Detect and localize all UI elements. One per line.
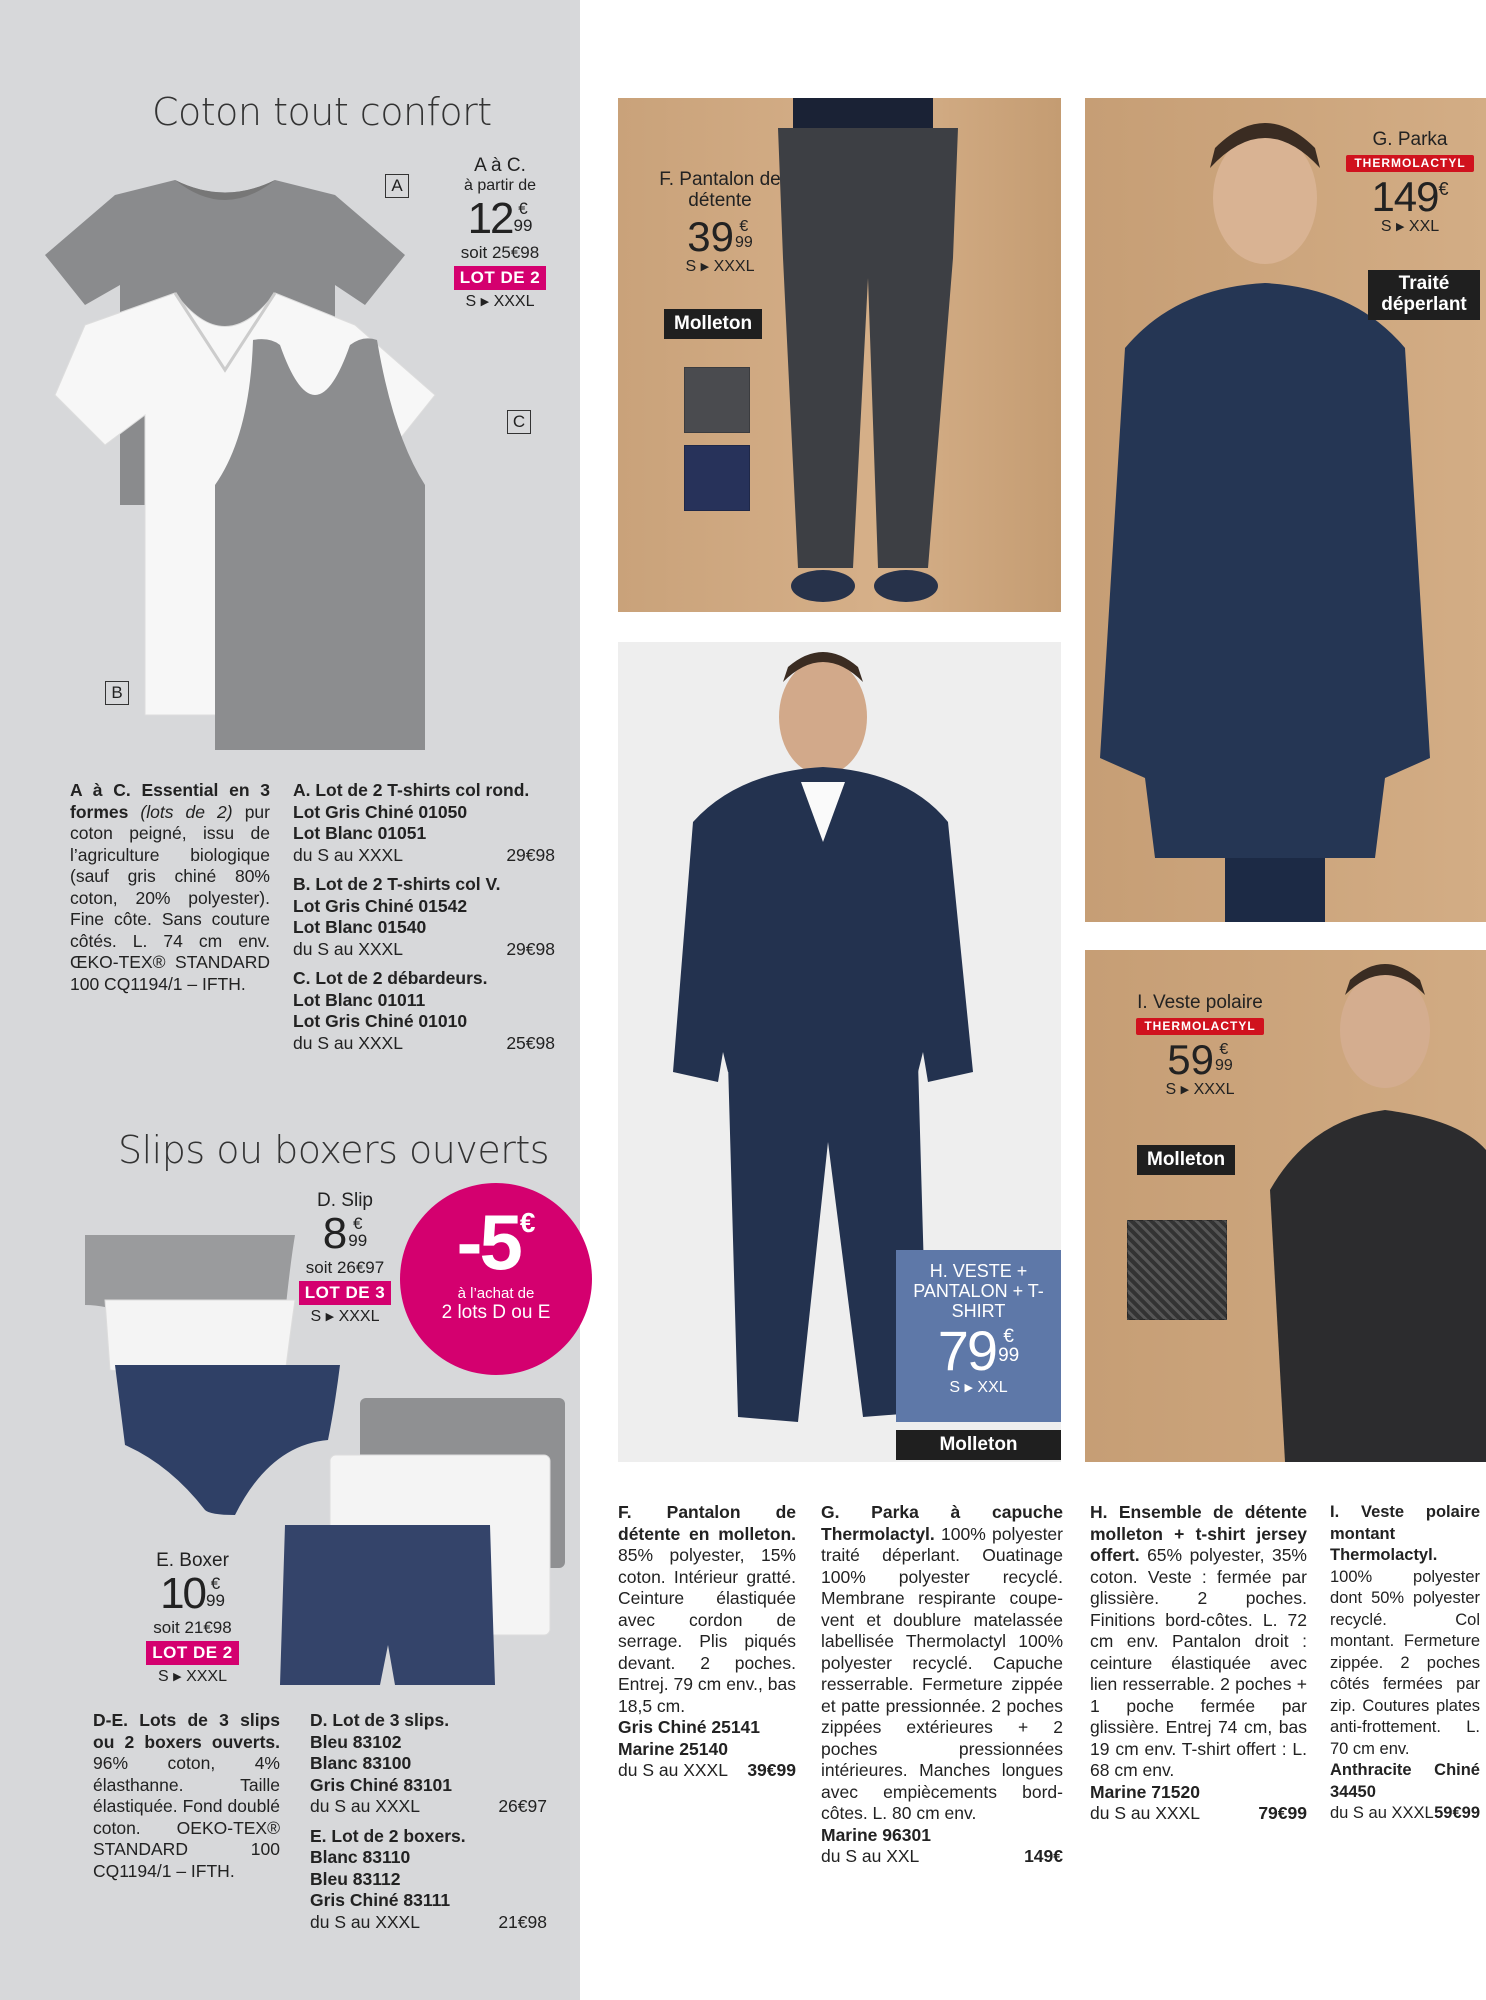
label-a: A (385, 174, 409, 198)
h-price-tag (896, 1250, 1061, 1422)
promo-circle: -5 € à l’achat de 2 lots D ou E (400, 1183, 592, 1375)
f-description: F. Pantalon de détente en molleton. 85% polyester, 15% coton. Intérieur gratté. Ceinture élastiquée avec cordon de serrage. Plis piqués devant. 2 poches. Entrej. 79 cm env., bas 18,5 cm. Gris Chiné 25141 Marine 25140 du S au XXXL 39€99 (618, 1502, 796, 1780)
ac-desc-title: A à C. Essential en 3 formes (70, 780, 270, 822)
e-label: E. Boxer (156, 1550, 229, 1571)
ac-items-list (293, 780, 555, 1054)
g-thermo-badge: THERMOLACTYL (1346, 155, 1473, 172)
f-molleton-badge: Molleton (664, 309, 762, 339)
item-b: B. Lot de 2 T-shirts col V. Lot Gris Chiné 01542 Lot Blanc 01540 du S au XXXL 29€98 (293, 874, 555, 959)
e-lot-badge: LOT DE 2 (146, 1641, 239, 1665)
ac-price-cur: € (518, 199, 528, 218)
e-soit: soit 21€98 (153, 1618, 232, 1637)
d-soit: soit 26€97 (305, 1258, 385, 1277)
boxer-navy (280, 1525, 495, 1685)
item-b-price: 29€98 (506, 938, 555, 959)
f-price: 39 € 99 (687, 212, 753, 260)
i-label: I. Veste polaire (1137, 992, 1263, 1013)
h-molleton-badge: Molleton (896, 1430, 1061, 1460)
ac-price-cents: 99 (513, 216, 533, 235)
section-title-coton: Coton tout confort (152, 90, 492, 134)
g-sizes: S ▶ XXL (1380, 218, 1440, 236)
h-description: H. Ensemble de détente molleton + t-shirt jersey offert. 65% polyester, 35% coton. Veste : fermée par glissière. 2 poches. Finitions bord-côtes. L. 72 cm env. Pantalon droit : ceinture élastiquée avec lien resserrable. 2 poches + 1 poche fermée par glissière. Entrej 74 cm, bas 19 cm env. T-shirt offert : L. 68 cm env. Marine 71520 du S au XXXL 79€99 (1090, 1502, 1307, 1823)
slip-navy (115, 1365, 340, 1515)
h-label: H. VESTE + PANTALON + T-SHIRT (913, 1261, 1044, 1321)
ac-from: à partir de (463, 177, 537, 194)
item-d: D. Lot de 3 slips. Bleu 83102 Blanc 83100 Gris Chiné 83101 du S au XXXL 26€97 (310, 1710, 547, 1816)
ac-sizes: S ▶ XXXL (465, 293, 535, 310)
ac-price-tag (440, 155, 560, 311)
item-a-price: 29€98 (506, 844, 555, 865)
de-items-list (310, 1710, 547, 1933)
swatch-gris (684, 367, 750, 433)
g-deperlant-badge: Traité déperlant (1368, 270, 1480, 320)
e-price-tag (130, 1550, 255, 1686)
f-desc-price: 39€99 (747, 1760, 796, 1780)
d-sizes: S ▶ XXXL (310, 1308, 380, 1325)
promo-line1: à l’achat de (457, 1285, 535, 1302)
i-sizes: S ▶ XXXL (1165, 1081, 1235, 1099)
item-e: E. Lot de 2 boxers. Blanc 83110 Bleu 83112 Gris Chiné 83111 du S au XXXL 21€98 (310, 1825, 547, 1932)
item-d-price: 26€97 (498, 1796, 547, 1816)
label-b: B (105, 681, 129, 705)
ac-desc-paren: (lots de 2) (140, 801, 233, 822)
g-price: 149 € (1371, 173, 1449, 221)
d-label: D. Slip (317, 1190, 373, 1211)
ac-price-int: 12 (467, 194, 513, 243)
h-desc-price: 79€99 (1258, 1803, 1307, 1823)
f-label: F. Pantalon de détente (659, 169, 781, 211)
ac-range: A à C. (474, 155, 526, 176)
h-price: 79 € 99 (937, 1319, 1020, 1383)
g-description: G. Parka à capuche Thermolactyl. 100% polyester traité déperlant. Ouatinage 100% polyester recyclé. Membrane respirante coupe-vent et doublure matelassée labellisée Thermolactyl 100% polyester recyclé. Capuche resserrable. Fermeture zippée et patte pressionnée. 2 poches zippées extérieures + 2 poches pressionnées intérieures. Manches longues avec empiècements bord-côtes. L. 80 cm env. Marine 96301 du S au XXL 149€ (821, 1502, 1063, 1866)
d-price: 8 € 99 (322, 1209, 368, 1258)
swatch-anthracite (1127, 1220, 1227, 1320)
i-price: 59 € 99 (1167, 1036, 1233, 1084)
g-label: G. Parka (1372, 129, 1448, 150)
label-c: C (507, 410, 531, 434)
item-e-price: 21€98 (498, 1911, 547, 1932)
item-a: A. Lot de 2 T-shirts col rond. Lot Gris Chiné 01050 Lot Blanc 01051 du S au XXXL 29€98 (293, 780, 555, 865)
h-sizes: S ▶ XXL (949, 1379, 1008, 1397)
i-price-tag (1110, 993, 1290, 1099)
ac-soit: soit 25€98 (460, 243, 540, 262)
g-price-tag (1330, 130, 1486, 236)
ac-desc-body: pur coton peigné, issu de l’agriculture biologique (sauf gris chiné 80% coton, 20% polyester). Fine côte. Sans couture côtés. L. 74 cm env. ŒKO-TEX® STANDARD 100 CQ1194/1 – IFTH. (70, 801, 270, 994)
g-desc-price: 149€ (1024, 1846, 1063, 1866)
i-molleton-badge: Molleton (1137, 1145, 1235, 1175)
i-thermo-badge: THERMOLACTYL (1136, 1018, 1263, 1035)
ac-description (70, 780, 270, 995)
f-price-tag (640, 170, 800, 275)
swatch-marine (684, 445, 750, 511)
item-c-price: 25€98 (506, 1032, 555, 1053)
section-title-slips: Slips ou boxers ouverts (118, 1128, 550, 1172)
item-c: C. Lot de 2 débardeurs. Lot Blanc 01011 Lot Gris Chiné 01010 du S au XXXL 25€98 (293, 968, 555, 1053)
i-description: I. Veste polaire montant Thermolactyl. 100% polyester dont 50% polyester recyclé. Col montant. Fermeture zippée. 2 poches côtés fermées par zip. Coutures plates anti-frottement. L. 70 cm env. Anthracite Chiné 34450 du S au XXXL 59€99 (1330, 1502, 1480, 1825)
promo-value: -5 (456, 1198, 520, 1286)
f-sizes: S ▶ XXXL (685, 257, 755, 275)
d-lot-badge: LOT DE 3 (299, 1281, 392, 1305)
e-sizes: S ▶ XXXL (158, 1668, 227, 1685)
i-desc-price: 59€99 (1434, 1804, 1480, 1822)
e-price: 10 € 99 (160, 1569, 225, 1618)
ac-price (440, 194, 560, 243)
de-description: D-E. Lots de 3 slips ou 2 boxers ouverts. 96% coton, 4% élasthanne. Taille élastiquée. Fond doublé coton. OEKO-TEX® STANDARD 100 CQ1194/1 – IFTH. (93, 1710, 280, 1881)
promo-line2: 2 lots D ou E (441, 1302, 551, 1323)
ac-lot-badge: LOT DE 2 (454, 266, 547, 290)
